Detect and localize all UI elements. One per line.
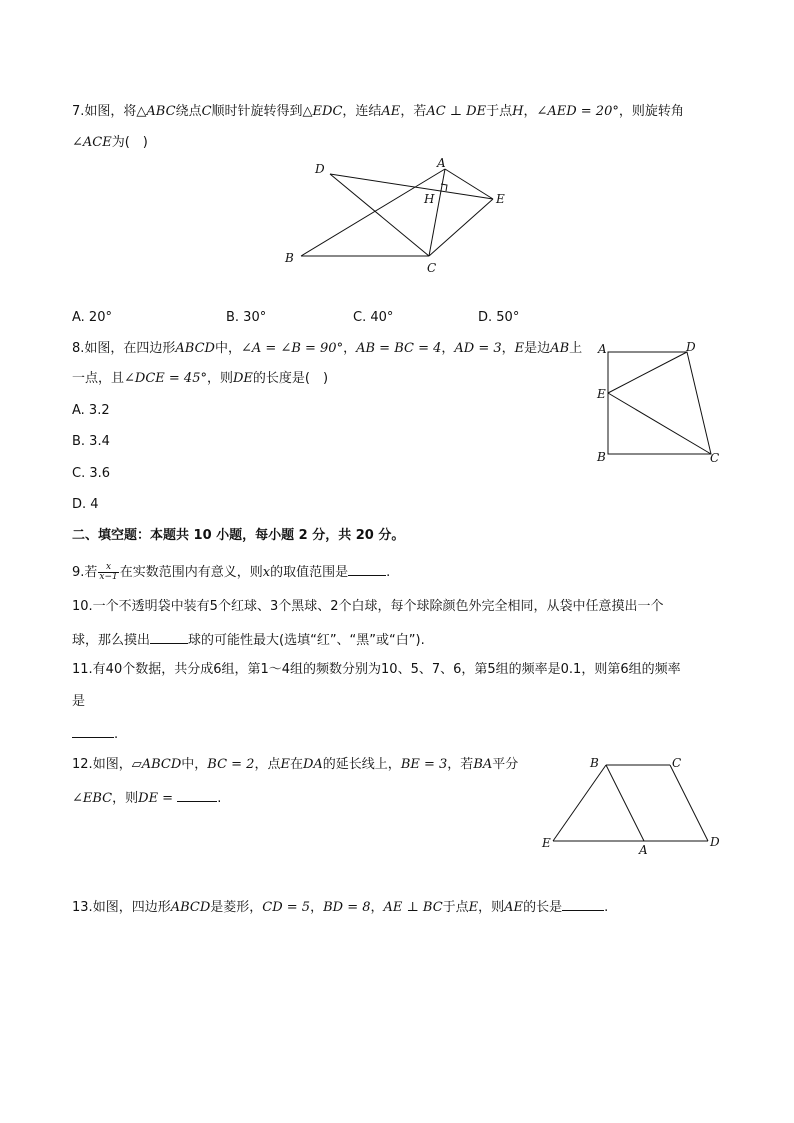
label-h: H: [424, 192, 435, 206]
label-b: B: [590, 756, 599, 770]
math: ∠A = ∠B = 90°: [241, 341, 344, 356]
text: 在: [289, 757, 303, 772]
text: 为( ): [111, 135, 148, 150]
math: E: [514, 341, 525, 356]
text: 上: [569, 341, 583, 356]
q7-option-d[interactable]: D. 50°: [478, 310, 520, 325]
label-d: D: [710, 835, 720, 849]
text: 若: [84, 565, 98, 580]
math: DA: [302, 757, 323, 772]
q8-option-a[interactable]: A. 3.2: [72, 403, 110, 418]
label-c: C: [710, 451, 720, 465]
text: 于点: [486, 104, 513, 119]
label-e: E: [496, 192, 505, 206]
text: ，: [370, 900, 384, 915]
math: BD = 8: [323, 900, 371, 915]
math: E: [280, 757, 290, 772]
math: AC ⊥ DE: [426, 104, 487, 119]
text: 如图，将: [84, 104, 137, 119]
text: ，: [523, 104, 537, 119]
question-number: 13.: [72, 900, 93, 915]
question-number: 8.: [72, 341, 85, 356]
text: ，连结: [342, 104, 382, 119]
math: AE: [381, 104, 401, 119]
math: AE: [504, 900, 524, 915]
math: x: [262, 565, 271, 580]
math: ∠EBC: [72, 791, 113, 806]
text: ，则旋转角: [618, 104, 684, 119]
text: ，点: [254, 757, 281, 772]
text: 如图，四边形: [92, 900, 171, 915]
q7-option-b[interactable]: B. 30°: [226, 310, 267, 325]
label-b: B: [285, 251, 294, 265]
label-d: D: [315, 162, 325, 176]
text: 平分: [492, 757, 519, 772]
text: 于点: [442, 900, 469, 915]
q8-option-b[interactable]: B. 3.4: [72, 434, 110, 449]
label-c: C: [672, 756, 682, 770]
text: ，则: [478, 900, 505, 915]
math: C: [201, 104, 212, 119]
q11-line2: 是: [72, 694, 86, 709]
text: 如图，在四边形: [84, 341, 176, 356]
text: 中，: [214, 341, 241, 356]
math: DE: [232, 371, 253, 386]
math: △ABC: [136, 104, 176, 119]
segment-eb: [553, 765, 606, 841]
math: AB = BC = 4: [356, 341, 442, 356]
label-a: A: [639, 843, 648, 857]
math: ABCD: [170, 900, 211, 915]
text: ，: [343, 341, 357, 356]
math: BC = 2: [207, 757, 255, 772]
text: ，: [441, 341, 455, 356]
math: H: [512, 104, 524, 119]
text: 球的可能性最大(选填“红”、“黑”或“白”).: [188, 633, 425, 648]
text: 的长是: [523, 900, 563, 915]
text: 是边: [524, 341, 551, 356]
label-a: A: [598, 342, 607, 356]
answer-blank[interactable]: [562, 898, 604, 911]
text: 是菱形，: [210, 900, 263, 915]
math: DE =: [138, 791, 174, 806]
math: ▱ABCD: [131, 757, 182, 772]
math: AB: [550, 341, 570, 356]
math: ABCD: [175, 341, 215, 356]
fraction-numerator: x: [98, 563, 118, 573]
text: .: [114, 727, 119, 742]
text: 的长度是( ): [252, 371, 329, 386]
math: ∠ACE: [72, 135, 112, 150]
math: E: [468, 900, 479, 915]
question-number: 9.: [72, 565, 85, 580]
text: 在实数范围内有意义，则: [119, 565, 263, 580]
segment-ba: [606, 765, 644, 841]
q10-line1: 10.一个不透明袋中装有5个红球、3个黑球、2个白球，每个球除颜色外完全相同，从袋中任意摸出一个: [72, 599, 664, 614]
text: ，若: [447, 757, 474, 772]
label-e: E: [597, 387, 606, 401]
q11-line1: 11.有40个数据，共分成6组，第1～4组的频数分别为10、5、7、6，第5组的频率是0.1，则第6组的频率: [72, 662, 681, 677]
text: 中，: [181, 757, 208, 772]
text: ，: [501, 341, 515, 356]
q8-option-c[interactable]: C. 3.6: [72, 466, 111, 481]
question-number: 12.: [72, 757, 93, 772]
math: AE ⊥ BC: [383, 900, 443, 915]
text: ，若: [400, 104, 427, 119]
q13-stem: [72, 898, 608, 916]
text: 球，那么摸出: [72, 633, 151, 648]
section-title: 二、填空题：本题共 10 小题，每小题 2 分，共 20 分。: [72, 528, 405, 543]
label-d: D: [686, 340, 696, 354]
math: ∠DCE = 45°: [124, 371, 207, 386]
question-number: 7.: [72, 104, 85, 119]
label-a: A: [437, 156, 446, 170]
text: 的延长线上，: [322, 757, 401, 772]
fraction-denominator: x−1: [99, 572, 118, 582]
math: CD = 5: [262, 900, 311, 915]
label-b: B: [597, 450, 606, 464]
q8-option-d[interactable]: D. 4: [72, 497, 99, 512]
q7-option-c[interactable]: C. 40°: [353, 310, 394, 325]
math: ∠AED = 20°: [536, 104, 619, 119]
text: 一点，且: [72, 371, 125, 386]
segment-cd: [670, 765, 708, 841]
label-c: C: [427, 261, 437, 275]
text: ，则: [112, 791, 139, 806]
text: 绕点: [175, 104, 202, 119]
math: △EDC: [302, 104, 343, 119]
label-e: E: [542, 836, 551, 850]
math: BE = 3: [400, 757, 448, 772]
text: .: [604, 900, 609, 915]
q7-option-a[interactable]: A. 20°: [72, 310, 112, 325]
text: 的取值范围是: [270, 565, 349, 580]
text: ，: [310, 900, 324, 915]
text: 顺时针旋转得到: [211, 104, 303, 119]
text: ，则: [206, 371, 233, 386]
text: .: [386, 565, 391, 580]
math: BA: [473, 757, 493, 772]
math: AD = 3: [454, 341, 502, 356]
text: .: [217, 791, 222, 806]
text: 如图，: [92, 757, 132, 772]
